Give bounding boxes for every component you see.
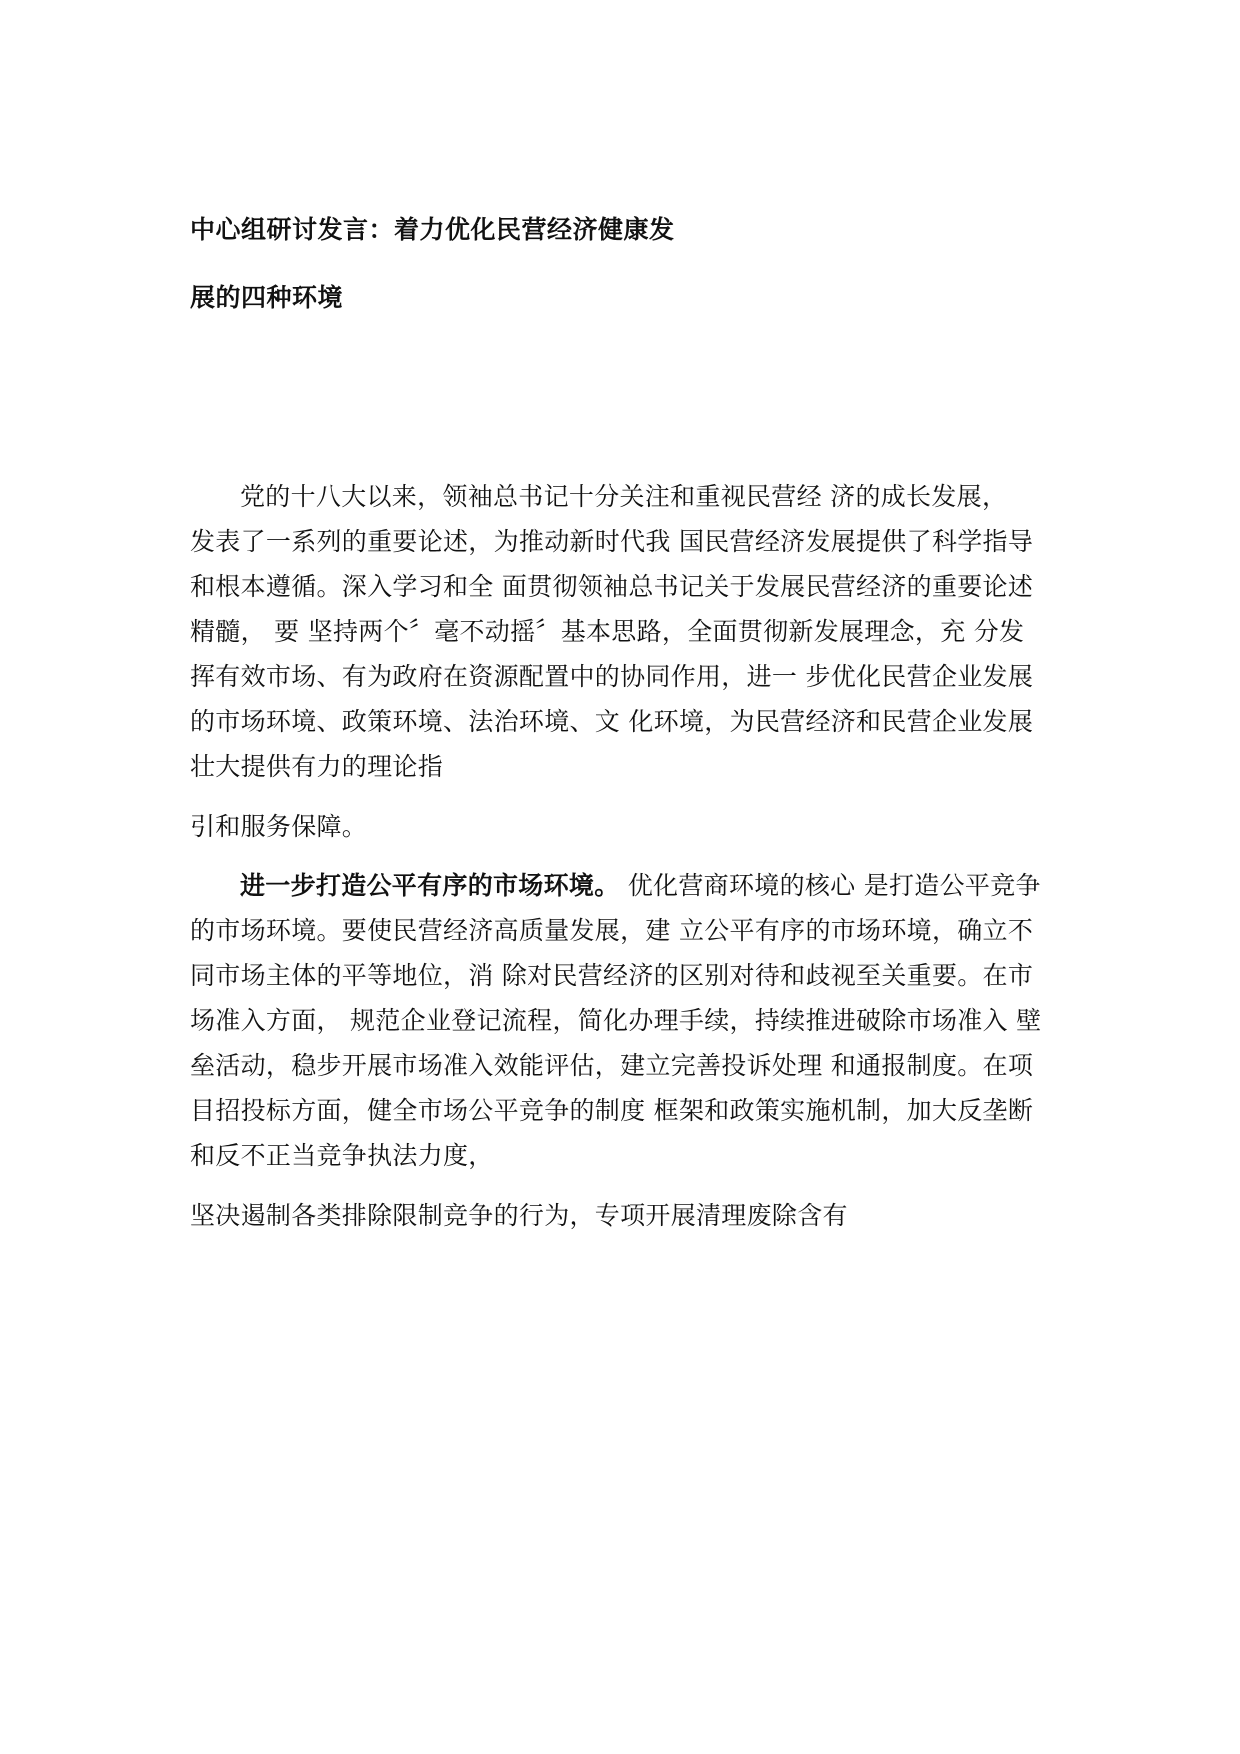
paragraph-1 — [190, 474, 1070, 789]
paragraph-1-line: 壮大提供有力的理论指 — [190, 752, 444, 781]
paragraph-2-tail-line: 坚决遏制各类排除限制竞争的行为，专项开展清理废除含有 — [190, 1201, 848, 1230]
paragraph-2-first-line — [190, 863, 1070, 908]
paragraph-1-line: 发表了一系列的重要论述，为推动新时代我 国民营经济发展提供了科学指导 — [190, 527, 1034, 556]
paragraph-2-heading: 进一步打造公平有序的市场环境。 — [240, 871, 620, 900]
paragraph-1-line: 的市场环境、政策环境、法治环境、文 化环境，为民营经济和民营企业发展 — [190, 707, 1034, 736]
paragraph-2-line: 同市场主体的平等地位，消 除对民营经济的区别对待和歧视至关重要。在市 — [190, 961, 1034, 990]
paragraph-2 — [190, 863, 1070, 1178]
paragraph-1-line: 和根本遵循。深入学习和全 面贯彻领袖总书记关于发展民营经济的重要论述 — [190, 572, 1034, 601]
paragraph-2-tail — [190, 1193, 1070, 1238]
paragraph-2-line: 目招投标方面，健全市场公平竞争的制度 框架和政策实施机制，加大反垄断 — [190, 1096, 1034, 1125]
document-title-line-2: 展的四种环境 — [190, 283, 344, 312]
document-title-line-1: 中心组研讨发言：着力优化民营经济健康发 — [190, 215, 675, 244]
paragraph-2-line: 和反不正当竞争执法力度， — [190, 1141, 494, 1170]
paragraph-1-line: 精髓， 要 坚持两个〞毫不动摇〞基本思路，全面贯彻新发展理念，充 分发 — [190, 617, 1025, 646]
paragraph-1-tail-line: 引和服务保障。 — [190, 812, 368, 841]
paragraph-1-line: 挥有效市场、有为政府在资源配置中的协同作用，进一 步优化民营企业发展 — [190, 662, 1034, 691]
paragraph-1-line: 党的十八大以来，领袖总书记十分关注和重视民营经 济的成长发展， — [240, 482, 1008, 511]
paragraph-1-tail — [190, 804, 1070, 849]
paragraph-2-line: 的市场环境。要使民营经济高质量发展，建 立公平有序的市场环境，确立不 — [190, 916, 1034, 945]
paragraph-2-first-line-text: 优化营商环境的核心 是打造公平竞争 — [619, 871, 1041, 900]
paragraph-2-line: 场准入方面， 规范企业登记流程，简化办理手续，持续推进破除市场准入 壁 — [190, 1006, 1042, 1035]
paragraph-2-line: 垒活动，稳步开展市场准入效能评估，建立完善投诉处理 和通报制度。在项 — [190, 1051, 1034, 1080]
